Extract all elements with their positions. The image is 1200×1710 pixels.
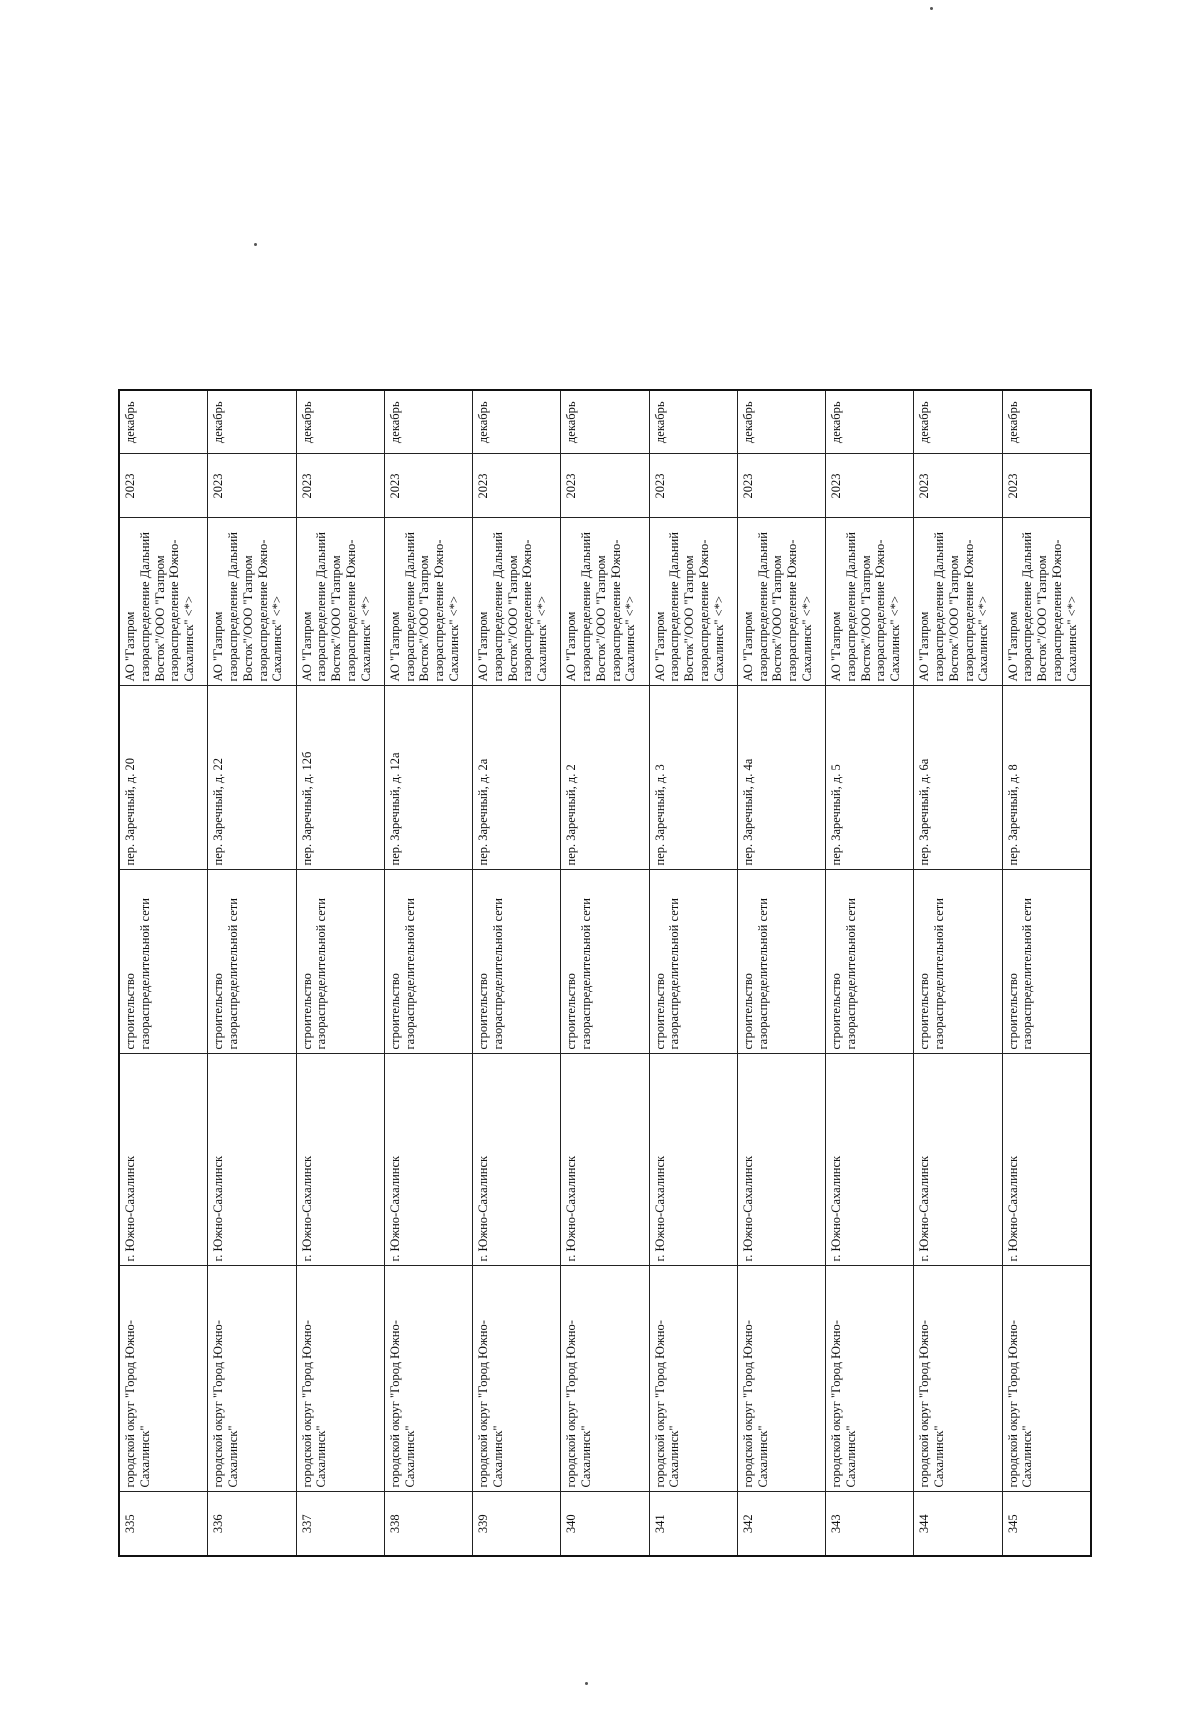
rotated-table-frame (118, 391, 1092, 1557)
year-cell: 2023 (1002, 454, 1091, 518)
year-cell: 2023 (296, 454, 384, 518)
organization-cell: АО "Газпром газораспределение Дальний Восток"/ООО "Газпром газораспределение Южно-Сахалинск" <*> (649, 518, 737, 686)
table-row (384, 390, 472, 1556)
table-row (1002, 390, 1091, 1556)
municipality-cell: городской округ "Город Южно-Сахалинск" (561, 1266, 649, 1492)
municipality-cell: городской округ "Город Южно-Сахалинск" (649, 1266, 737, 1492)
settlement-cell: г. Южно-Сахалинск (119, 1054, 208, 1266)
settlement-cell: г. Южно-Сахалинск (649, 1054, 737, 1266)
address-cell: пер. Заречный, д. 4а (737, 686, 825, 870)
year-cell: 2023 (473, 454, 561, 518)
municipality-cell: городской округ "Город Южно-Сахалинск" (914, 1266, 1002, 1492)
settlement-cell: г. Южно-Сахалинск (473, 1054, 561, 1266)
month-cell: декабрь (649, 390, 737, 454)
work-type-cell: строительство газораспределительной сети (914, 870, 1002, 1054)
organization-cell: АО "Газпром газораспределение Дальний Восток"/ООО "Газпром газораспределение Южно-Сахалинск" <*> (296, 518, 384, 686)
month-cell: декабрь (296, 390, 384, 454)
municipality-cell: городской округ "Город Южно-Сахалинск" (473, 1266, 561, 1492)
year-cell: 2023 (119, 454, 208, 518)
settlement-cell: г. Южно-Сахалинск (561, 1054, 649, 1266)
organization-cell: АО "Газпром газораспределение Дальний Восток"/ООО "Газпром газораспределение Южно-Сахалинск" <*> (208, 518, 296, 686)
municipality-cell: городской округ "Город Южно-Сахалинск" (119, 1266, 208, 1492)
table-row (561, 390, 649, 1556)
work-type-cell: строительство газораспределительной сети (208, 870, 296, 1054)
rotated-table-wrapper (118, 391, 1092, 1557)
work-type-cell: строительство газораспределительной сети (561, 870, 649, 1054)
table-row (296, 390, 384, 1556)
year-cell: 2023 (737, 454, 825, 518)
table-row (826, 390, 914, 1556)
table-row (473, 390, 561, 1556)
work-type-cell: строительство газораспределительной сети (737, 870, 825, 1054)
year-cell: 2023 (561, 454, 649, 518)
municipality-cell: городской округ "Город Южно-Сахалинск" (826, 1266, 914, 1492)
scan-speck (254, 243, 257, 246)
organization-cell: АО "Газпром газораспределение Дальний Восток"/ООО "Газпром газораспределение Южно-Сахалинск" <*> (561, 518, 649, 686)
month-cell: декабрь (208, 390, 296, 454)
organization-cell: АО "Газпром газораспределение Дальний Восток"/ООО "Газпром газораспределение Южно-Сахалинск" <*> (119, 518, 208, 686)
municipality-cell: городской округ "Город Южно-Сахалинск" (1002, 1266, 1091, 1492)
organization-cell: АО "Газпром газораспределение Дальний Восток"/ООО "Газпром газораспределение Южно-Сахалинск" <*> (384, 518, 472, 686)
gasification-schedule-table (118, 389, 1092, 1557)
work-type-cell: строительство газораспределительной сети (649, 870, 737, 1054)
row-number: 339 (473, 1492, 561, 1556)
address-cell: пер. Заречный, д. 6а (914, 686, 1002, 870)
address-cell: пер. Заречный, д. 12б (296, 686, 384, 870)
work-type-cell: строительство газораспределительной сети (119, 870, 208, 1054)
month-cell: декабрь (561, 390, 649, 454)
row-number: 340 (561, 1492, 649, 1556)
municipality-cell: городской округ "Город Южно-Сахалинск" (208, 1266, 296, 1492)
month-cell: декабрь (473, 390, 561, 454)
row-number: 341 (649, 1492, 737, 1556)
settlement-cell: г. Южно-Сахалинск (914, 1054, 1002, 1266)
row-number: 336 (208, 1492, 296, 1556)
row-number: 344 (914, 1492, 1002, 1556)
row-number: 342 (737, 1492, 825, 1556)
work-type-cell: строительство газораспределительной сети (826, 870, 914, 1054)
month-cell: декабрь (1002, 390, 1091, 454)
settlement-cell: г. Южно-Сахалинск (208, 1054, 296, 1266)
address-cell: пер. Заречный, д. 20 (119, 686, 208, 870)
work-type-cell: строительство газораспределительной сети (296, 870, 384, 1054)
address-cell: пер. Заречный, д. 22 (208, 686, 296, 870)
row-number: 345 (1002, 1492, 1091, 1556)
row-number: 338 (384, 1492, 472, 1556)
month-cell: декабрь (384, 390, 472, 454)
settlement-cell: г. Южно-Сахалинск (1002, 1054, 1091, 1266)
settlement-cell: г. Южно-Сахалинск (826, 1054, 914, 1266)
month-cell: декабрь (737, 390, 825, 454)
year-cell: 2023 (649, 454, 737, 518)
organization-cell: АО "Газпром газораспределение Дальний Восток"/ООО "Газпром газораспределение Южно-Сахалинск" <*> (826, 518, 914, 686)
row-number: 343 (826, 1492, 914, 1556)
settlement-cell: г. Южно-Сахалинск (737, 1054, 825, 1266)
work-type-cell: строительство газораспределительной сети (384, 870, 472, 1054)
table-row (208, 390, 296, 1556)
scan-speck (585, 1682, 588, 1685)
work-type-cell: строительство газораспределительной сети (1002, 870, 1091, 1054)
address-cell: пер. Заречный, д. 3 (649, 686, 737, 870)
organization-cell: АО "Газпром газораспределение Дальний Восток"/ООО "Газпром газораспределение Южно-Сахалинск" <*> (737, 518, 825, 686)
organization-cell: АО "Газпром газораспределение Дальний Восток"/ООО "Газпром газораспределение Южно-Сахалинск" <*> (473, 518, 561, 686)
table-row (914, 390, 1002, 1556)
table-row (737, 390, 825, 1556)
month-cell: декабрь (914, 390, 1002, 454)
row-number: 337 (296, 1492, 384, 1556)
row-number: 335 (119, 1492, 208, 1556)
year-cell: 2023 (914, 454, 1002, 518)
settlement-cell: г. Южно-Сахалинск (296, 1054, 384, 1266)
month-cell: декабрь (119, 390, 208, 454)
month-cell: декабрь (826, 390, 914, 454)
municipality-cell: городской округ "Город Южно-Сахалинск" (384, 1266, 472, 1492)
address-cell: пер. Заречный, д. 12а (384, 686, 472, 870)
year-cell: 2023 (384, 454, 472, 518)
year-cell: 2023 (826, 454, 914, 518)
address-cell: пер. Заречный, д. 8 (1002, 686, 1091, 870)
municipality-cell: городской округ "Город Южно-Сахалинск" (737, 1266, 825, 1492)
table-row (119, 390, 208, 1556)
table-row (649, 390, 737, 1556)
address-cell: пер. Заречный, д. 5 (826, 686, 914, 870)
organization-cell: АО "Газпром газораспределение Дальний Восток"/ООО "Газпром газораспределение Южно-Сахалинск" <*> (1002, 518, 1091, 686)
settlement-cell: г. Южно-Сахалинск (384, 1054, 472, 1266)
scan-speck (930, 7, 933, 10)
organization-cell: АО "Газпром газораспределение Дальний Восток"/ООО "Газпром газораспределение Южно-Сахалинск" <*> (914, 518, 1002, 686)
address-cell: пер. Заречный, д. 2 (561, 686, 649, 870)
year-cell: 2023 (208, 454, 296, 518)
municipality-cell: городской округ "Город Южно-Сахалинск" (296, 1266, 384, 1492)
address-cell: пер. Заречный, д. 2а (473, 686, 561, 870)
work-type-cell: строительство газораспределительной сети (473, 870, 561, 1054)
